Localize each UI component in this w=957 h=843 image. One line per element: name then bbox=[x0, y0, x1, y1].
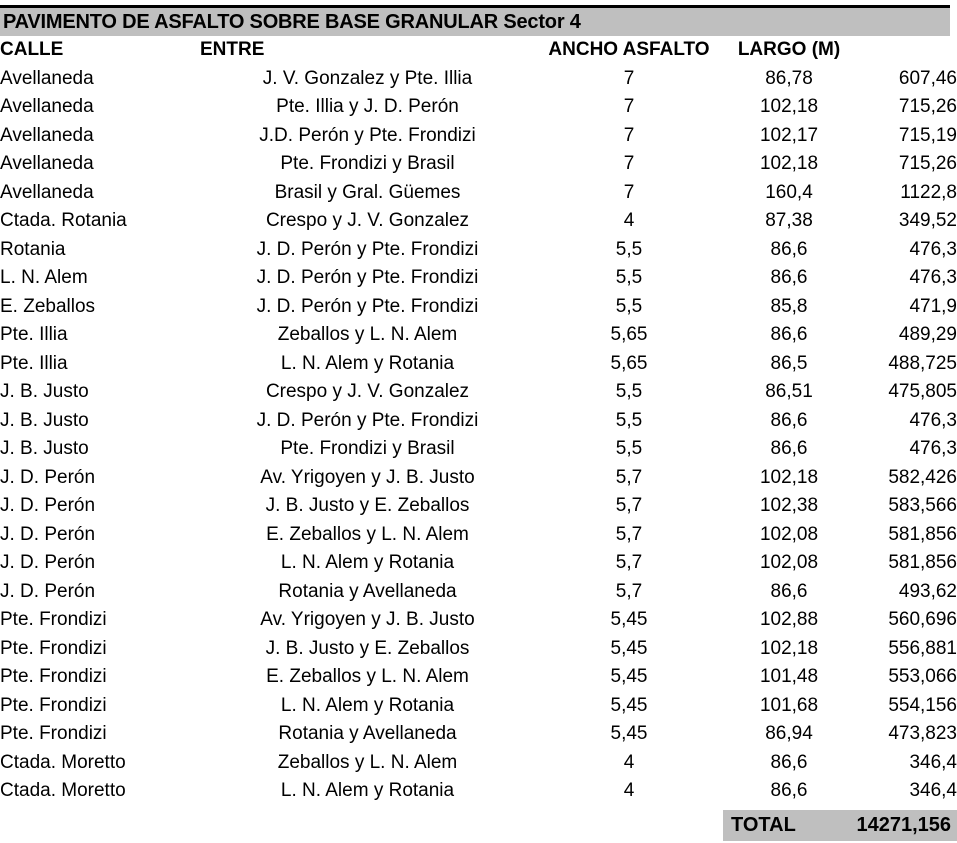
cell-entre: Zeballos y L. N. Alem bbox=[277, 324, 458, 345]
cell-largo: 102,88 bbox=[759, 609, 819, 630]
cell-ancho-asfalto: 5,5 bbox=[615, 238, 643, 260]
cell-entre: L. N. Alem y Rotania bbox=[280, 694, 455, 716]
cell-ancho-asfalto: 5,65 bbox=[610, 324, 648, 345]
header-row bbox=[0, 36, 957, 65]
cell-calle: E. Zeballos bbox=[0, 295, 96, 317]
table-row bbox=[0, 179, 957, 208]
cell-largo: 102,38 bbox=[759, 495, 819, 516]
cell-ancho-asfalto: 7 bbox=[623, 153, 635, 174]
cell-calle: Avellaneda bbox=[0, 96, 94, 117]
table-row bbox=[0, 549, 957, 578]
cell-ancho-asfalto: 5,5 bbox=[615, 438, 643, 459]
cell-calle: J. B. Justo bbox=[0, 438, 89, 459]
cell-entre: Crespo y J. V. Gonzalez bbox=[265, 210, 470, 231]
table-row bbox=[0, 663, 957, 692]
table-row bbox=[0, 93, 957, 122]
column-header-entre: ENTRE bbox=[200, 39, 265, 60]
column-header-area bbox=[855, 36, 957, 65]
column-header-calle: CALLE bbox=[0, 39, 64, 60]
table-row bbox=[0, 65, 957, 94]
total-empty-cell bbox=[200, 810, 535, 841]
cell-entre: J. B. Justo y E. Zeballos bbox=[265, 495, 470, 516]
cell-ancho-asfalto: 5,45 bbox=[610, 694, 648, 716]
table-row bbox=[0, 777, 957, 806]
cell-ancho-asfalto: 5,5 bbox=[615, 381, 643, 402]
cell-largo: 86,6 bbox=[770, 324, 808, 345]
table-row bbox=[0, 749, 957, 778]
cell-area: 476,3 bbox=[909, 438, 957, 459]
cell-area: 476,3 bbox=[909, 238, 957, 260]
cell-calle: Pte. Illia bbox=[0, 324, 68, 345]
cell-entre: L. N. Alem y Rotania bbox=[280, 780, 455, 801]
table-row bbox=[0, 236, 957, 265]
cell-largo: 102,08 bbox=[759, 523, 819, 545]
cell-entre: Av. Yrigoyen y J. B. Justo bbox=[260, 609, 475, 630]
cell-area: 493,62 bbox=[898, 580, 957, 602]
cell-largo: 102,18 bbox=[759, 153, 819, 174]
cell-largo: 102,17 bbox=[759, 124, 819, 146]
cell-calle: J. B. Justo bbox=[0, 409, 89, 431]
cell-largo: 86,6 bbox=[770, 238, 808, 260]
table-row bbox=[0, 492, 957, 521]
total-empty-cell bbox=[0, 810, 200, 841]
cell-ancho-asfalto: 5,45 bbox=[610, 609, 648, 630]
cell-largo: 86,6 bbox=[770, 267, 808, 288]
cell-ancho-asfalto: 5,7 bbox=[615, 466, 643, 488]
total-value: 14271,156 bbox=[855, 810, 957, 841]
cell-ancho-asfalto: 4 bbox=[623, 751, 635, 773]
cell-entre: J. V. Gonzalez y Pte. Illia bbox=[262, 67, 473, 89]
cell-ancho-asfalto: 5,7 bbox=[615, 523, 643, 545]
cell-largo: 86,6 bbox=[770, 580, 808, 602]
cell-ancho-asfalto: 5,5 bbox=[615, 409, 643, 431]
column-header-largo: LARGO (M) bbox=[737, 39, 841, 60]
cell-area: 553,066 bbox=[888, 666, 957, 687]
cell-calle: J. D. Perón bbox=[0, 552, 96, 573]
cell-calle: Ctada. Moretto bbox=[0, 751, 126, 773]
cell-entre: Pte. Frondizi y Brasil bbox=[280, 153, 455, 174]
cell-calle: Pte. Illia bbox=[0, 352, 68, 374]
column-header-ancho-asfalto: ANCHO ASFALTO bbox=[548, 39, 710, 60]
cell-entre: Zeballos y L. N. Alem bbox=[277, 751, 458, 773]
cell-area: 476,3 bbox=[909, 409, 957, 431]
cell-ancho-asfalto: 4 bbox=[623, 210, 635, 231]
cell-largo: 86,6 bbox=[770, 438, 808, 459]
cell-calle: Avellaneda bbox=[0, 153, 94, 174]
cell-largo: 85,8 bbox=[770, 295, 808, 317]
cell-area: 349,52 bbox=[898, 210, 957, 231]
table-row bbox=[0, 407, 957, 436]
cell-ancho-asfalto: 5,7 bbox=[615, 552, 643, 573]
cell-entre: Crespo y J. V. Gonzalez bbox=[265, 381, 470, 402]
cell-calle: Ctada. Moretto bbox=[0, 780, 126, 801]
table-row bbox=[0, 150, 957, 179]
cell-largo: 87,38 bbox=[765, 210, 813, 231]
cell-entre: E. Zeballos y L. N. Alem bbox=[266, 523, 469, 545]
cell-area: 556,881 bbox=[888, 637, 957, 659]
cell-area: 476,3 bbox=[909, 267, 957, 288]
cell-largo: 86,6 bbox=[770, 409, 808, 431]
cell-ancho-asfalto: 5,45 bbox=[610, 666, 648, 687]
cell-entre: E. Zeballos y L. N. Alem bbox=[266, 666, 469, 687]
cell-ancho-asfalto: 5,7 bbox=[615, 495, 643, 516]
cell-largo: 86,94 bbox=[765, 723, 813, 744]
cell-calle: Rotania bbox=[0, 238, 66, 260]
cell-area: 346,4 bbox=[909, 780, 957, 801]
cell-entre: J. D. Perón y Pte. Frondizi bbox=[256, 295, 479, 317]
cell-ancho-asfalto: 7 bbox=[623, 124, 635, 146]
cell-entre: J. B. Justo y E. Zeballos bbox=[265, 637, 470, 659]
cell-ancho-asfalto: 4 bbox=[623, 780, 635, 801]
cell-largo: 86,6 bbox=[770, 751, 808, 773]
table-row bbox=[0, 350, 957, 379]
cell-calle: Pte. Frondizi bbox=[0, 723, 107, 744]
table-footer bbox=[0, 806, 957, 841]
cell-largo: 160,4 bbox=[765, 181, 813, 203]
cell-entre: Pte. Illia y J. D. Perón bbox=[276, 96, 459, 117]
cell-area: 346,4 bbox=[909, 751, 957, 773]
cell-area: 715,19 bbox=[898, 124, 957, 146]
table-row bbox=[0, 378, 957, 407]
table-row bbox=[0, 264, 957, 293]
cell-largo: 102,18 bbox=[759, 466, 819, 488]
cell-entre: J.D. Perón y Pte. Frondizi bbox=[259, 124, 476, 146]
table-body bbox=[0, 65, 957, 806]
table-row bbox=[0, 207, 957, 236]
cell-area: 473,823 bbox=[888, 723, 957, 744]
cell-entre: J. D. Perón y Pte. Frondizi bbox=[256, 409, 479, 431]
cell-calle: J. D. Perón bbox=[0, 495, 96, 516]
cell-entre: Brasil y Gral. Güemes bbox=[274, 181, 461, 203]
table-row bbox=[0, 578, 957, 607]
cell-calle: Pte. Frondizi bbox=[0, 609, 107, 630]
cell-calle: J. D. Perón bbox=[0, 466, 96, 488]
cell-area: 583,566 bbox=[888, 495, 957, 516]
cell-area: 560,696 bbox=[888, 609, 957, 630]
cell-largo: 102,18 bbox=[759, 637, 819, 659]
cell-largo: 101,48 bbox=[759, 666, 819, 687]
cell-largo: 86,5 bbox=[770, 352, 808, 374]
cell-area: 554,156 bbox=[888, 694, 957, 716]
cell-area: 1122,8 bbox=[900, 181, 957, 203]
cell-entre: J. D. Perón y Pte. Frondizi bbox=[256, 267, 479, 288]
cell-largo: 102,18 bbox=[759, 96, 819, 117]
table-row bbox=[0, 635, 957, 664]
total-row bbox=[0, 810, 957, 841]
table-row bbox=[0, 521, 957, 550]
cell-entre: Pte. Frondizi y Brasil bbox=[280, 438, 455, 459]
cell-area: 581,856 bbox=[888, 552, 957, 573]
table-row bbox=[0, 692, 957, 721]
cell-ancho-asfalto: 5,5 bbox=[615, 295, 643, 317]
cell-area: 607,46 bbox=[898, 67, 957, 89]
cell-area: 715,26 bbox=[898, 96, 957, 117]
cell-area: 581,856 bbox=[888, 523, 957, 545]
cell-calle: J. B. Justo bbox=[0, 381, 89, 402]
cell-calle: Avellaneda bbox=[0, 181, 94, 203]
cell-area: 488,725 bbox=[888, 352, 957, 374]
table-row bbox=[0, 122, 957, 151]
cell-entre: Rotania y Avellaneda bbox=[278, 580, 457, 602]
cell-area: 475,805 bbox=[888, 381, 957, 402]
cell-calle: J. D. Perón bbox=[0, 523, 96, 545]
table-title-bar bbox=[0, 5, 950, 36]
table-row bbox=[0, 435, 957, 464]
cell-entre: Rotania y Avellaneda bbox=[278, 723, 457, 744]
cell-calle: Ctada. Rotania bbox=[0, 210, 127, 231]
cell-ancho-asfalto: 5,7 bbox=[615, 580, 643, 602]
cell-largo: 101,68 bbox=[759, 694, 819, 716]
table-row bbox=[0, 321, 957, 350]
cell-area: 715,26 bbox=[898, 153, 957, 174]
cell-entre: Av. Yrigoyen y J. B. Justo bbox=[260, 466, 475, 488]
cell-ancho-asfalto: 7 bbox=[623, 96, 635, 117]
cell-ancho-asfalto: 5,45 bbox=[610, 723, 648, 744]
cell-ancho-asfalto: 5,65 bbox=[610, 352, 648, 374]
cell-entre: J. D. Perón y Pte. Frondizi bbox=[256, 238, 479, 260]
cell-largo: 102,08 bbox=[759, 552, 819, 573]
cell-ancho-asfalto: 7 bbox=[623, 181, 635, 203]
cell-largo: 86,78 bbox=[765, 67, 813, 89]
cell-ancho-asfalto: 5,5 bbox=[615, 267, 643, 288]
table-row bbox=[0, 464, 957, 493]
cell-largo: 86,51 bbox=[765, 381, 813, 402]
cell-ancho-asfalto: 5,45 bbox=[610, 637, 648, 659]
page-title: PAVIMENTO DE ASFALTO SOBRE BASE GRANULAR Sector 4 bbox=[3, 11, 581, 33]
cell-calle: Pte. Frondizi bbox=[0, 637, 107, 659]
cell-calle: Avellaneda bbox=[0, 124, 94, 146]
table-row bbox=[0, 720, 957, 749]
pavement-table bbox=[0, 36, 957, 841]
cell-area: 489,29 bbox=[898, 324, 957, 345]
cell-area: 471,9 bbox=[909, 295, 957, 317]
total-label: TOTAL bbox=[723, 810, 855, 841]
cell-largo: 86,6 bbox=[770, 780, 808, 801]
cell-calle: L. N. Alem bbox=[0, 267, 88, 288]
cell-area: 582,426 bbox=[888, 466, 957, 488]
total-empty-cell bbox=[535, 810, 723, 841]
table-row bbox=[0, 606, 957, 635]
cell-entre: L. N. Alem y Rotania bbox=[280, 352, 455, 374]
cell-calle: Pte. Frondizi bbox=[0, 666, 107, 687]
cell-calle: Avellaneda bbox=[0, 67, 94, 89]
cell-ancho-asfalto: 7 bbox=[623, 67, 635, 89]
cell-calle: J. D. Perón bbox=[0, 580, 96, 602]
cell-entre: L. N. Alem y Rotania bbox=[280, 552, 455, 573]
cell-calle: Pte. Frondizi bbox=[0, 694, 107, 716]
table-row bbox=[0, 293, 957, 322]
